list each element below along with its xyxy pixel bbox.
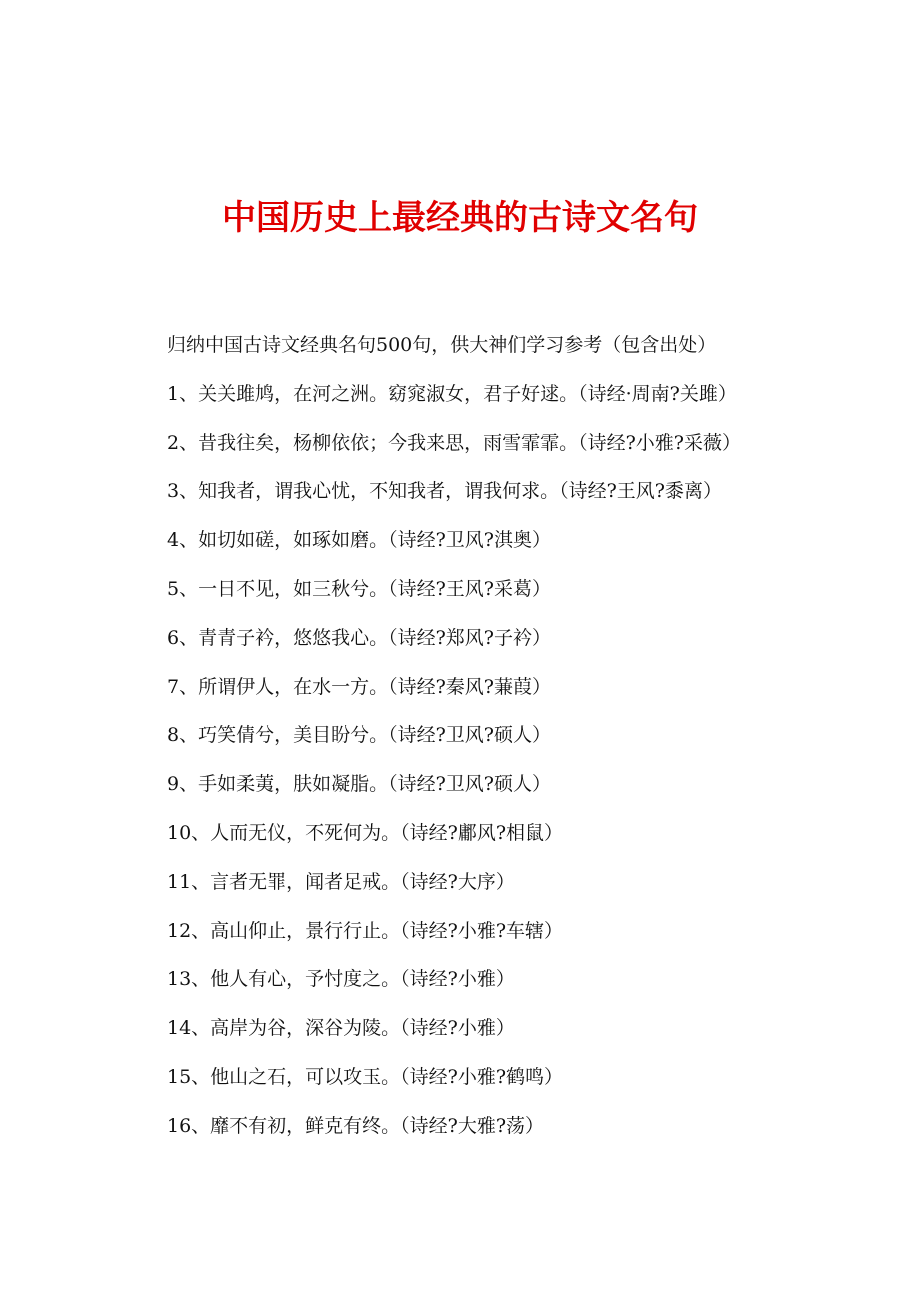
quote-line-11: 11、言者无罪，闻者足戒。（诗经?大序） [167,870,515,893]
quote-line-12: 12、高山仰止，景行行止。（诗经?小雅?车辖） [167,919,564,942]
quote-line-5: 5、一日不见，如三秋兮。（诗经?王风?采葛） [167,577,551,600]
quote-line-16: 16、靡不有初，鲜克有终。（诗经?大雅?荡） [167,1114,545,1137]
document-title: 中国历史上最经典的古诗文名句 [222,198,698,238]
document-body [167,321,847,1151]
quote-line-3: 3、知我者，谓我心忧，不知我者，谓我何求。（诗经?王风?黍离） [167,480,722,503]
quote-line-1: 1、关关雎鸠，在河之洲。窈窕淑女，君子好逑。（诗经·周南?关雎） [167,382,737,405]
quote-line-8: 8、巧笑倩兮，美目盼兮。（诗经?卫风?硕人） [167,724,551,747]
quote-line-2: 2、昔我往矣，杨柳依依；今我来思，雨雪霏霏。（诗经?小雅?采薇） [167,431,741,454]
quote-line-6: 6、青青子衿，悠悠我心。（诗经?郑风?子衿） [167,626,551,649]
quote-line-7: 7、所谓伊人，在水一方。（诗经?秦风?蒹葭） [167,675,551,698]
intro-paragraph: 归纳中国古诗文经典名句500句，供大神们学习参考（包含出处） [167,334,717,356]
quote-line-10: 10、人而无仪，不死何为。（诗经?鄘风?相鼠） [167,821,564,844]
quote-line-9: 9、手如柔荑，肤如凝脂。（诗经?卫风?硕人） [167,773,551,796]
quote-line-13: 13、他人有心，予忖度之。（诗经?小雅） [167,968,515,991]
quote-line-4: 4、如切如磋，如琢如磨。（诗经?卫风?淇奥） [167,529,551,552]
quote-line-14: 14、高岸为谷，深谷为陵。（诗经?小雅） [167,1017,515,1040]
quote-line-15: 15、他山之石，可以攻玉。（诗经?小雅?鹤鸣） [167,1065,564,1088]
